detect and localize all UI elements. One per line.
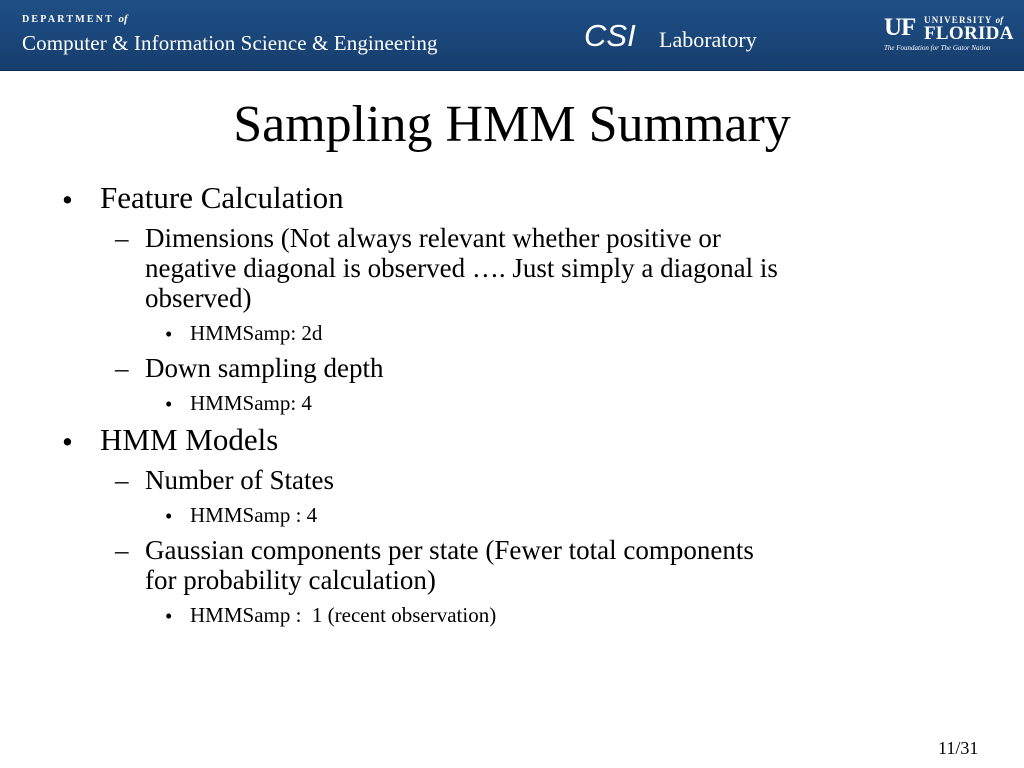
uf-tagline: The Foundation for The Gator Nation <box>884 44 991 52</box>
sub-sub-bullet-down-value: HMMSamp: 4 <box>190 391 312 415</box>
dash-marker: – <box>115 223 129 253</box>
bullet-feature-calculation: Feature Calculation <box>100 180 344 215</box>
sub-bullet-dimensions-line2: negative diagonal is observed …. Just simply a diagonal is <box>145 253 778 283</box>
csi-logo: CSI <box>584 18 636 53</box>
bullet-marker: • <box>165 322 173 346</box>
bullet-marker: • <box>165 504 173 528</box>
dash-marker: – <box>115 465 129 495</box>
slide-title: Sampling HMM Summary <box>233 96 791 153</box>
sub-sub-bullet-gaussian-value: HMMSamp : 1 (recent observation) <box>190 603 497 627</box>
department-name: Computer & Information Science & Engineering <box>22 31 438 55</box>
page-number: 11/31 <box>938 738 979 758</box>
uf-university-text: UNIVERSITY <box>924 15 993 25</box>
bullet-marker: • <box>165 604 173 628</box>
bullet-marker: • <box>62 182 73 217</box>
department-label-text: DEPARTMENT <box>22 14 114 25</box>
sub-sub-bullet-states-value: HMMSamp : 4 <box>190 503 318 527</box>
sub-sub-bullet-dim-value: HMMSamp: 2d <box>190 321 323 345</box>
uf-of: of <box>995 15 1004 25</box>
department-of: of <box>118 13 128 25</box>
sub-bullet-down-sampling: Down sampling depth <box>145 353 384 383</box>
laboratory-label: Laboratory <box>659 27 757 52</box>
sub-bullet-number-of-states: Number of States <box>145 465 334 495</box>
dash-marker: – <box>115 535 129 565</box>
sub-bullet-gaussian-line2: for probability calculation) <box>145 565 436 595</box>
sub-bullet-gaussian-line1: Gaussian components per state (Fewer total components <box>145 535 754 565</box>
uf-florida: FLORIDA <box>924 23 1014 44</box>
bullet-marker: • <box>62 424 73 459</box>
uf-mark: UF <box>884 14 916 41</box>
sub-bullet-dimensions-line1: Dimensions (Not always relevant whether positive or <box>145 223 721 253</box>
sub-bullet-dimensions-line3: observed) <box>145 283 252 313</box>
bullet-hmm-models: HMM Models <box>100 422 279 457</box>
dash-marker: – <box>115 353 129 383</box>
bullet-marker: • <box>165 392 173 416</box>
